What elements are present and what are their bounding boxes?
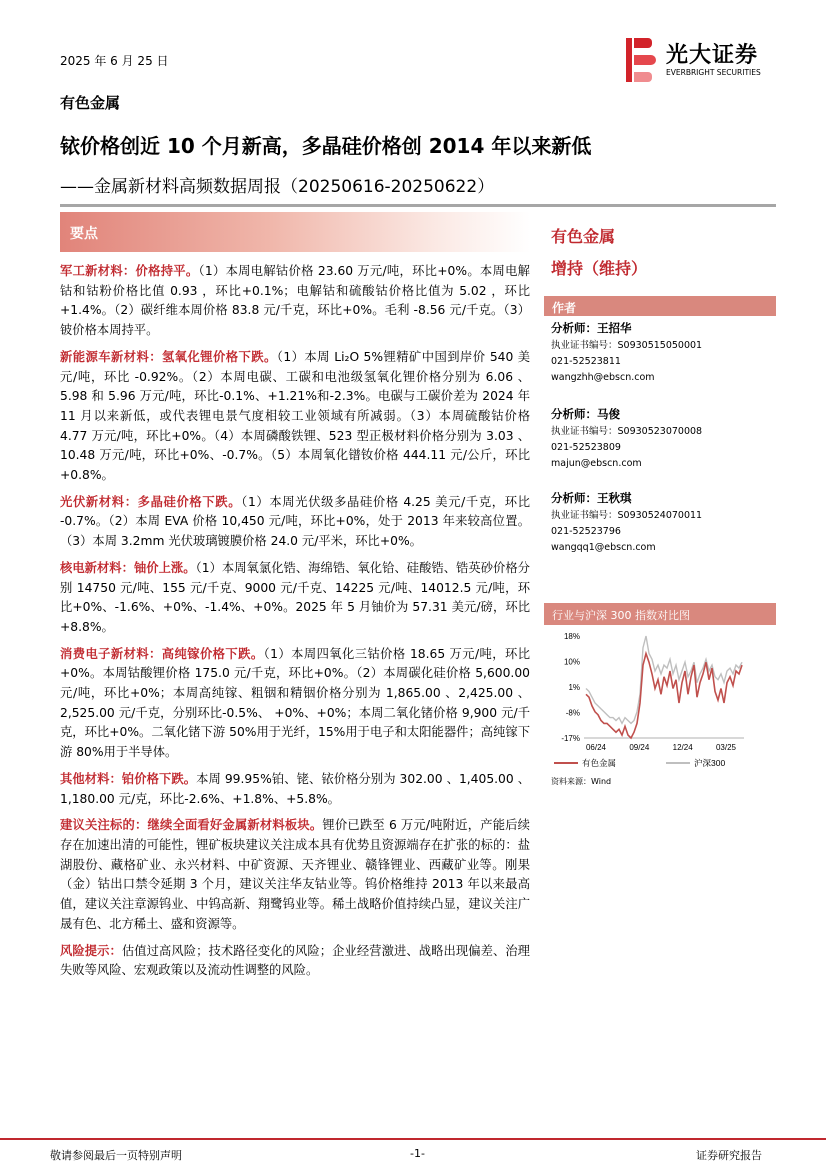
paragraph-text: （1）本周电解钴价格 23.60 万元/吨，环比+0%。本周电解钴和钴粉价格比值 0.93 ，环比+0.1%；电解钴和硫酸钴价格比值为 5.02 ，环比+1.4%。（2）碳纤维本周价格 83.8 元/千克，环比+0%。毛利 -8.56 元/千克。（3）铍价格本周持平。 <box>60 264 530 338</box>
paragraph-label: 新能源车新材料：氢氧化锂价格下跌。 <box>60 349 277 364</box>
paragraph-text: （1）本周氧氯化锆、海绵锆、氧化铪、硅酸锆、锆英砂价格分别 14750 元/吨、155 元/千克、9000 元/千克、14225 元/吨、14012.5 元/吨，环比+0%、-1.6%、+0%、-1.4%、+0%。2025 年 5 月铀价为 57.31 美元/磅，环比+8.8%。 <box>60 560 530 634</box>
paragraph-consumer-electronics <box>60 645 530 763</box>
author-phone: 021-52523796 <box>551 526 621 537</box>
paragraph-recommendation <box>60 816 530 934</box>
paragraph-text: 锂价已跌至 6 万元/吨附近，产能后续存在加速出清的可能性，锂矿板块建议关注成本具有优势且资源端存在扩张的标的：盐湖股份、藏格矿业、永兴材料、中矿资源、天齐锂业、赣锋锂业、西藏矿业等。刚果（金）钴出口禁令延期 3 个月，建议关注华友钴业等。钨价格维持 2013 年以来最高值，建议关注章源钨业、中钨高新、翔鹭钨业等。稀土战略价值持续凸显，建议关注广晟有色、北方稀土、盛和资源等。 <box>60 818 530 931</box>
footer-divider <box>0 1138 826 1140</box>
author-cert: 执业证书编号：S0930524070011 <box>551 510 703 521</box>
paragraph-label: 风险提示： <box>60 943 122 958</box>
footer-report-type: 证券研究报告 <box>696 1149 762 1162</box>
logo-cn-text: 光大证券 <box>666 43 759 68</box>
chart-header <box>544 603 776 625</box>
y-tick-label: -8% <box>565 708 580 718</box>
paragraph-text: （1）本周四氧化三钴价格 18.65 万元/吨，环比+0%。本周钴酸锂价格 175.0 元/千克，环比+0%。（2）本周碳化硅价格 5,600.00 元/吨，环比+0%；本周高纯镓、粗铟和精铟价格分别为 1,865.00 、2,425.00 、2,525.00 元/千克，分别环比-0.5%、 +0%、+0%；本周二氧化锗价格 9,900 元/千克，环比+0%。二氧化锗下游 50%用于光纤，15%用于电子和太阳能器件；高纯镓下游 80%用于半导体。 <box>60 646 530 760</box>
logo-mark-icon <box>626 38 656 82</box>
footer-disclaimer: 敬请参阅最后一页特别声明 <box>50 1149 182 1162</box>
y-tick-label: 10% <box>563 657 580 667</box>
index-comparison-chart <box>544 628 776 774</box>
footer-page-number: -1- <box>410 1147 425 1160</box>
x-tick-label: 03/25 <box>715 743 737 752</box>
title-divider <box>60 204 776 207</box>
paragraph-text: 本周 99.95%铂、铑、铱价格分别为 302.00 、1,405.00 、1,180.00 元/克，环比-2.6%、+1.8%、+5.8%。 <box>60 771 530 806</box>
paragraph-text: 估值过高风险；技术路径变化的风险；企业经营激进、战略出现偏差、治理失败等风险、宏观政策以及流动性调整的风险。 <box>60 943 530 978</box>
rating-sector: 有色金属 <box>551 227 616 246</box>
key-points-label: 要点 <box>70 226 98 242</box>
author-email[interactable]: wangzhh@ebscn.com <box>551 372 655 383</box>
rating-value: 增持（维持） <box>551 259 648 278</box>
chart-title: 行业与沪深 300 指数对比图 <box>552 609 690 622</box>
company-logo <box>626 36 776 82</box>
author-name: 分析师：马俊 <box>551 407 620 421</box>
key-points-banner <box>60 212 530 252</box>
report-subtitle: ——金属新材料高频数据周报（20250616-20250622） <box>60 177 495 197</box>
authors-header <box>544 296 776 316</box>
report-title: 铱价格创近 10 个月新高，多晶硅价格创 2014 年以来新低 <box>60 134 592 158</box>
paragraph-label: 建议关注标的：继续全面看好金属新材料板块。 <box>60 818 323 833</box>
report-body <box>60 262 530 988</box>
author-cert: 执业证书编号：S0930523070008 <box>551 426 703 437</box>
legend-label: 有色金属 <box>582 758 617 768</box>
legend-label: 沪深300 <box>694 758 726 768</box>
author-email[interactable]: majun@ebscn.com <box>551 458 642 469</box>
author-cert: 执业证书编号：S0930515050001 <box>551 340 703 351</box>
paragraph-military <box>60 262 530 341</box>
author-name: 分析师：王秋琪 <box>551 491 632 505</box>
y-tick-label: -17% <box>561 734 580 743</box>
paragraph-label: 军工新材料：价格持平。 <box>60 264 199 278</box>
paragraph-pv <box>60 493 530 552</box>
paragraph-text: （1）本周 Li₂O 5%锂精矿中国到岸价 540 美元/吨，环比 -0.92%。（2）本周电碳、工碳和电池级氢氧化锂价格分别为 6.06 、5.98 和 5.96 万元/吨，环比-0.1%、+1.21%和-2.3%。电碳与工碳价差为 2024 年 11 月以来新低，或代表锂电景气度相较工业领域有所减弱。（3）本周硫酸钴价格 4.77 万元/吨，环比+0%。（4）本周磷酸铁锂、523 型正极材料价格分别为 3.03 、10.48 万元/吨，环比+0%、-0.7%。（5）本周氧化镨钕价格 444.11 元/公斤，环比+0.8%。 <box>60 349 530 483</box>
paragraph-other <box>60 770 530 809</box>
report-date: 2025 年 6 月 25 日 <box>60 54 169 68</box>
paragraph-label: 消费电子新材料：高纯镓价格下跌。 <box>60 646 264 661</box>
y-tick-label: 1% <box>568 683 580 692</box>
x-tick-label: 12/24 <box>672 743 693 752</box>
authors-label: 作者 <box>552 301 577 315</box>
sector-label: 有色金属 <box>60 94 121 112</box>
paragraph-nuclear <box>60 559 530 638</box>
chart-source: 资料来源：Wind <box>551 777 612 786</box>
x-tick-label: 09/24 <box>629 743 650 752</box>
paragraph-label: 核电新材料：铀价上涨。 <box>60 560 196 575</box>
paragraph-text: （1）本周光伏级多晶硅价格 4.25 美元/千克，环比 -0.7%。（2）本周 EVA 价格 10,450 元/吨，环比+0%，处于 2013 年来较高位置。（3）本周 3.2mm 光伏玻璃镀膜价格 24.0 元/平米，环比+0%。 <box>60 494 530 549</box>
author-name: 分析师：王招华 <box>551 321 632 335</box>
paragraph-label: 光伏新材料：多晶硅价格下跌。 <box>60 494 242 509</box>
y-tick-label: 18% <box>563 632 580 641</box>
paragraph-risk <box>60 942 530 981</box>
author-phone: 021-52523811 <box>551 356 621 367</box>
paragraph-label: 其他材料：铂价格下跌。 <box>60 771 197 786</box>
x-tick-label: 06/24 <box>585 743 607 752</box>
logo-en-text: EVERBRIGHT SECURITIES <box>666 68 761 77</box>
paragraph-new-energy <box>60 348 530 486</box>
author-email[interactable]: wangqq1@ebscn.com <box>551 542 656 553</box>
author-phone: 021-52523809 <box>551 442 621 453</box>
